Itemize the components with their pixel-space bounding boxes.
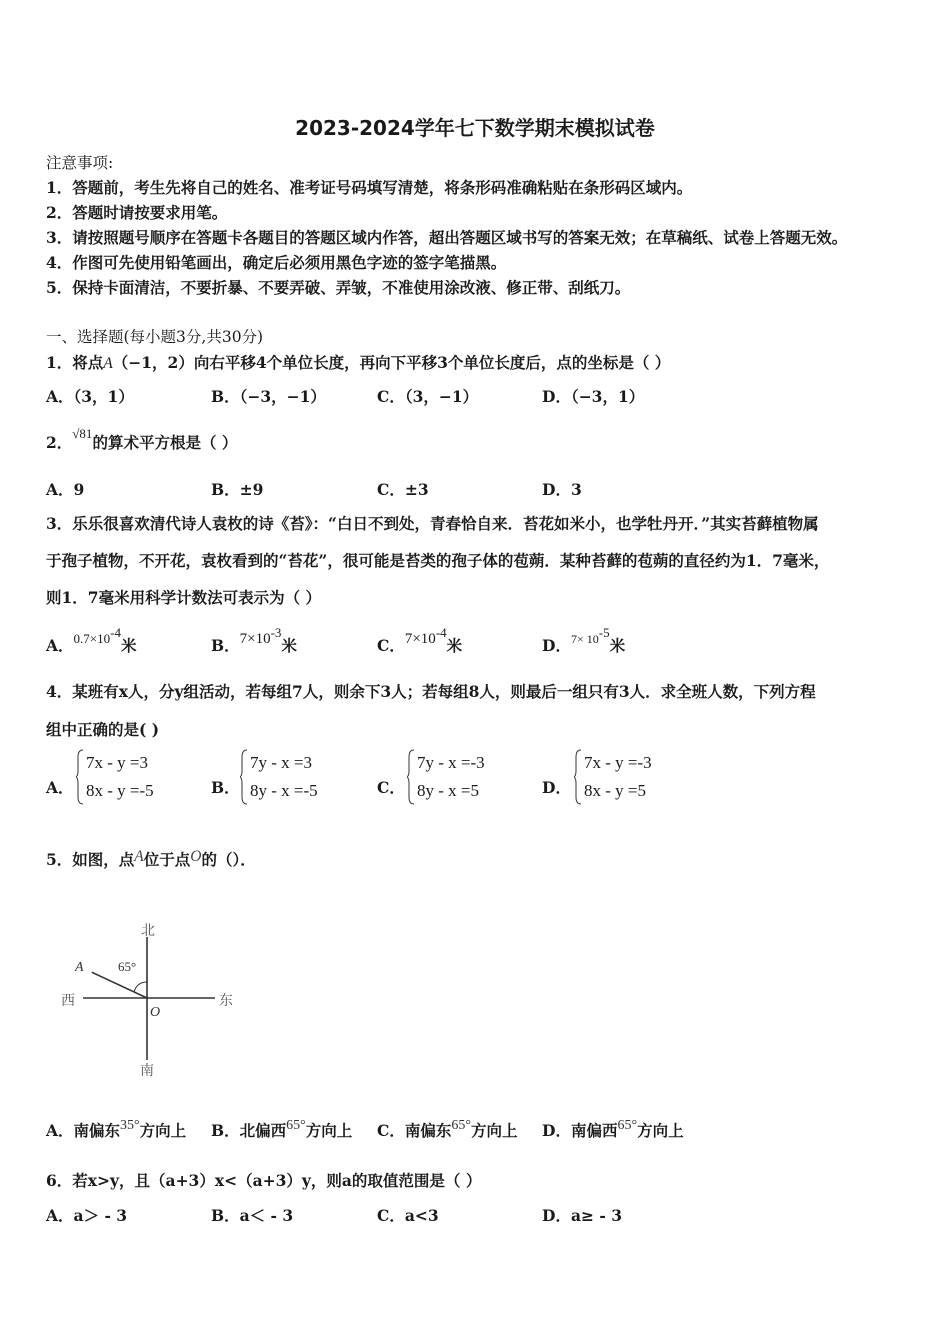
q1-option-c: C．（3，−1） xyxy=(377,387,479,406)
q4-option-c-system: 7y - x =-3 8y - x =5 xyxy=(417,749,485,805)
question-3-line2: 于孢子植物，不开花，袁枚看到的“苔花”，很可能是苔类的孢子体的苞蒴．某种苔藓的苞蒴的直径约为1．7毫米， xyxy=(46,551,830,570)
q4-option-d-label: D． xyxy=(542,778,571,797)
q1-option-a: A．（3，1） xyxy=(46,387,134,406)
note-item: 1．答题前，考生先将自己的姓名、准考证号码填写清楚，将条形码准确粘贴在条形码区域内。 xyxy=(46,178,693,197)
angle-label: 65° xyxy=(118,959,137,974)
brace-icon xyxy=(407,749,415,805)
section-heading: 一、选择题(每小题3分,共30分) xyxy=(46,328,264,346)
sqrt-81: √81 xyxy=(72,426,93,441)
compass-figure xyxy=(55,915,245,1085)
q4-option-a-system: 7x - y =3 8x - y =-5 xyxy=(86,749,154,805)
q5-option-b: B．北偏西65°方向上 xyxy=(211,1118,353,1140)
south-label: 南 xyxy=(140,1063,154,1079)
note-item: 4．作图可先使用铅笔画出，确定后必须用黑色字迹的签字笔描黑。 xyxy=(46,253,507,272)
q2-option-d: D．3 xyxy=(542,480,582,499)
q3-option-d: D．$^{7\times 10-5}$米 xyxy=(542,625,626,656)
question-1: 1．将点A（−1，2）向右平移4个单位长度，再向下平移3个单位长度后，点的坐标是（ ） xyxy=(46,353,671,372)
q1-option-d: D．（−3，1） xyxy=(542,387,645,406)
question-5: 5．如图，点A位于点O的（）． xyxy=(46,848,256,869)
point-a-label: A xyxy=(75,960,84,975)
brace-icon xyxy=(76,749,84,805)
question-3-line3: 则1．7毫米用科学计数法可表示为（ ） xyxy=(46,588,321,607)
question-4-line2: 组中正确的是( ) xyxy=(46,720,160,739)
q6-option-a: A．a＞ - 3 xyxy=(46,1206,128,1225)
q4-option-b-label: B． xyxy=(211,778,240,797)
point-o-label: O xyxy=(150,1005,161,1020)
q3-option-c: C．$7\times 10^{-4}$米 xyxy=(377,625,463,656)
west-label: 西 xyxy=(61,993,75,1009)
question-6: 6．若x>y，且（a+3）x<（a+3）y，则a的取值范围是（ ） xyxy=(46,1171,482,1190)
brace-icon xyxy=(240,749,248,805)
q3-option-b: B．$7\times 10^{-3}$米 xyxy=(211,625,297,656)
page-title: 2023-2024学年七下数学期末模拟试卷 xyxy=(295,116,655,140)
notes-heading: 注意事项: xyxy=(46,154,114,172)
note-item: 3．请按照题号顺序在答题卡各题目的答题区域内作答，超出答题区域书写的答案无效；在草稿纸、试卷上答题无效。 xyxy=(46,228,848,247)
note-item: 2．答题时请按要求用笔。 xyxy=(46,203,228,222)
q4-option-d-system: 7x - y =-3 8x - y =5 xyxy=(584,749,652,805)
q4-option-a-label: A． xyxy=(46,778,74,797)
note-item: 5．保持卡面清洁，不要折暴、不要弄破、弄皱，不准使用涂改液、修正带、刮纸刀。 xyxy=(46,278,631,297)
question-4-line1: 4．某班有x人，分y组活动，若每组7人，则余下3人；若每组8人，则最后一组只有3人．求全班人数，下列方程 xyxy=(46,682,816,701)
brace-icon xyxy=(574,749,582,805)
q4-option-b-system: 7y - x =3 8y - x =-5 xyxy=(250,749,318,805)
q6-option-d: D．a≥ - 3 xyxy=(542,1206,622,1225)
question-3-line1: 3．乐乐很喜欢清代诗人袁枚的诗《苔》：“白日不到处，青春恰自来．苔花如米小，也学牡丹开．”其实苔藓植物属 xyxy=(46,514,819,533)
q4-option-c-label: C． xyxy=(377,778,405,797)
north-label: 北 xyxy=(141,923,155,939)
q5-option-c: C．南偏东65°方向上 xyxy=(377,1118,518,1140)
q6-option-b: B．a＜ - 3 xyxy=(211,1206,294,1225)
q3-option-a: A．$^{0.7\times 10-4}$米 xyxy=(46,625,137,656)
q2-option-a: A．9 xyxy=(46,480,85,499)
question-2: 2．$^{√81}$的算术平方根是（ ） xyxy=(46,426,238,452)
q2-option-c: C．±3 xyxy=(377,480,429,499)
east-label: 东 xyxy=(219,993,233,1009)
q5-option-d: D．南偏西65°方向上 xyxy=(542,1118,684,1140)
q2-option-b: B．±9 xyxy=(211,480,264,499)
angle-arc xyxy=(134,982,147,992)
q1-option-b: B．（−3，−1） xyxy=(211,387,326,406)
q6-option-c: C．a<3 xyxy=(377,1206,439,1225)
q5-option-a: A．南偏东35°方向上 xyxy=(46,1118,187,1140)
